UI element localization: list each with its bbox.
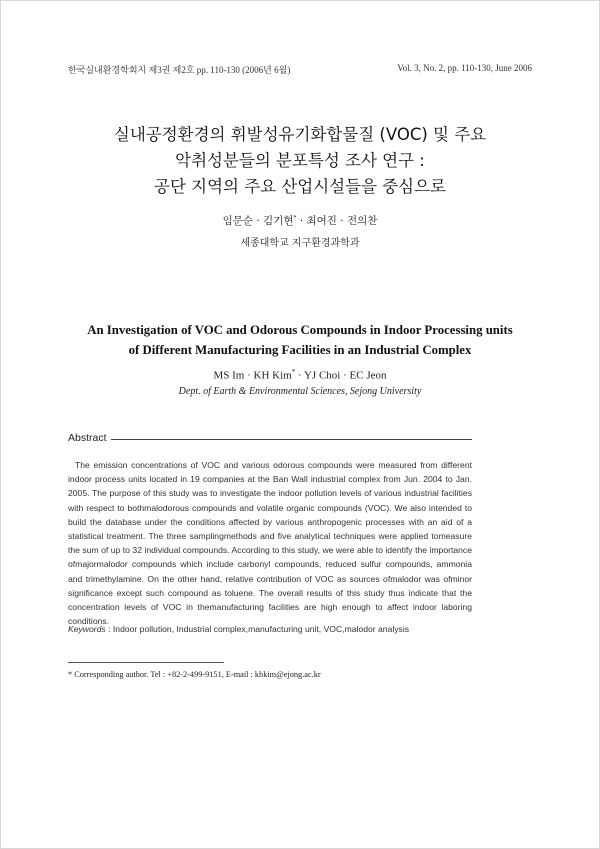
author-separator: · bbox=[340, 369, 350, 382]
running-head-english: Vol. 3, No. 2, pp. 110-130, June 2006 bbox=[397, 63, 532, 73]
korean-author-2: 김기현 bbox=[263, 215, 294, 227]
corresponding-author-footnote: * Corresponding author. Tel : +82-2-499-9151, E-mail : khkim@ejong.ac.kr bbox=[68, 670, 321, 679]
korean-affiliation: 세종대학교 지구환경과학과 bbox=[240, 238, 360, 249]
english-author-2: KH Kim bbox=[253, 369, 292, 382]
abstract-heading-row bbox=[68, 432, 472, 444]
corresponding-mark: * bbox=[293, 214, 297, 222]
author-separator: · bbox=[296, 215, 307, 227]
author-separator: · bbox=[295, 369, 304, 382]
running-head bbox=[68, 63, 532, 76]
english-title-line-1: An Investigation of VOC and Odorous Compounds in Indoor Processing units bbox=[87, 323, 513, 337]
korean-author-3: 최여진 bbox=[306, 215, 337, 227]
abstract-body: The emission concentrations of VOC and various odorous compounds were measured from different indoor process units located in 19 companies at the Ban Wall industrial complex from Jun. 2004 to Jan. 2005. The purpose of this study was to investigate the indoor pollution levels of various industrial facilities with respect to bothmalodorous compounds and volatile organic compounds (VOC). We also intended to build the database under the conditions affected by various anthropogenic processes with an aid of a statistical treatment. The three samplingmethods and five analytical techniques were applied tomeasure the sum of up to 32 individual compounds. According to this study, we were able to identify the importance ofmajormalodor compounds which include carbonyl compounds, reduced sulfur compounds, ammonia and trimethylamine. On the other hand, relative contribution of VOC as sources ofmalodor was ofminor significance except such compound as toluene. The overall results of this study thus indicate that the concentration levels of VOC in themanufacturing facilities are high enough to affect indoor laboring conditions. bbox=[68, 460, 472, 627]
footnote-rule bbox=[68, 662, 224, 663]
keywords-label: Keywords bbox=[68, 624, 106, 634]
english-author-3: YJ Choi bbox=[303, 369, 341, 382]
english-author-1: MS Im bbox=[213, 369, 245, 382]
korean-title bbox=[0, 122, 600, 200]
english-authors bbox=[0, 368, 600, 382]
korean-title-line-2: 악취성분들의 분포특성 조사 연구 : bbox=[175, 151, 425, 170]
abstract-rule bbox=[111, 439, 472, 440]
corresponding-mark: * bbox=[291, 368, 296, 376]
author-separator: · bbox=[244, 369, 254, 382]
korean-title-line-3: 공단 지역의 주요 산업시설들을 중심으로 bbox=[154, 177, 446, 196]
korean-author-4: 전의찬 bbox=[346, 215, 378, 227]
korean-author-1: 임문순 bbox=[222, 215, 254, 227]
english-affiliation: Dept. of Earth & Environmental Sciences, Sejong University bbox=[178, 386, 422, 397]
running-head-korean: 한국실내환경학회지 제3권 제2호 pp. 110-130 (2006년 6월) bbox=[68, 65, 291, 75]
author-separator: · bbox=[253, 215, 264, 227]
english-author-4: EC Jeon bbox=[349, 369, 387, 382]
korean-title-line-1: 실내공정환경의 휘발성유기화합물질 (VOC) 및 주요 bbox=[113, 125, 487, 144]
keywords-text: Indoor pollution, Industrial complex,manufacturing unit, VOC,malodor analysis bbox=[112, 624, 410, 634]
korean-authors bbox=[0, 213, 600, 228]
english-title-line-2: of Different Manufacturing Facilities in an Industrial Complex bbox=[128, 343, 472, 357]
english-title bbox=[0, 320, 600, 360]
keywords bbox=[68, 624, 472, 634]
keywords-colon: : bbox=[105, 624, 113, 634]
abstract-heading: Abstract bbox=[68, 432, 107, 444]
author-separator: · bbox=[336, 215, 347, 227]
